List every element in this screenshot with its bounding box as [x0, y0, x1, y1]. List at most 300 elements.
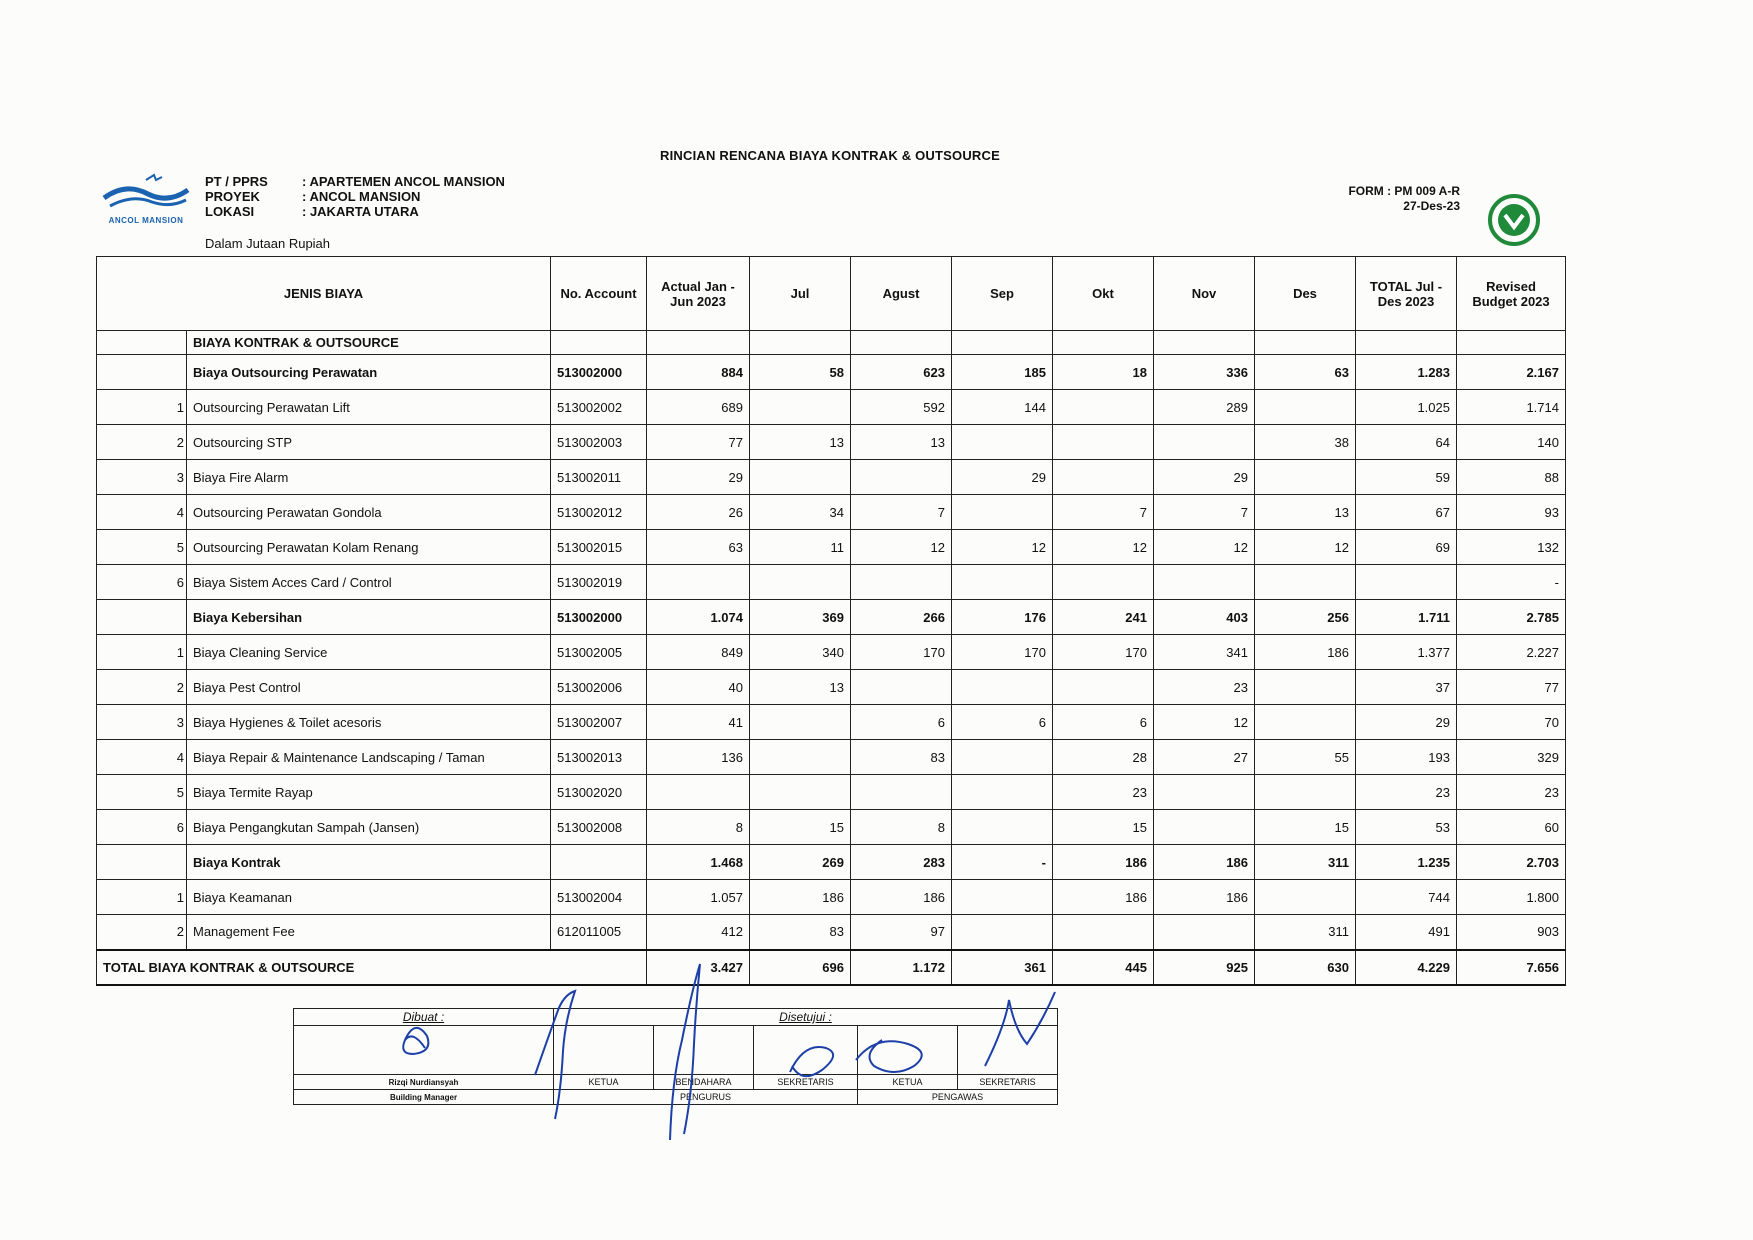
cost-table: [96, 256, 1566, 986]
value-okt: 12: [1053, 530, 1154, 565]
value-okt: [1053, 915, 1154, 950]
table-row: [97, 670, 1566, 705]
cost-name: Outsourcing Perawatan Lift: [187, 390, 551, 425]
row-number: 3: [97, 460, 187, 495]
total-agust: 1.172: [851, 950, 952, 985]
header-row: [205, 174, 505, 189]
value-agust: 170: [851, 635, 952, 670]
value-sep: [952, 915, 1053, 950]
value-nov: [1154, 810, 1255, 845]
value-des: [1255, 565, 1356, 600]
value-agust: [851, 460, 952, 495]
cell: [952, 331, 1053, 355]
header-okt: Okt: [1053, 257, 1154, 331]
value-nov: 23: [1154, 670, 1255, 705]
value-des: [1255, 390, 1356, 425]
value-nov: 341: [1154, 635, 1255, 670]
value-agust: [851, 670, 952, 705]
signer-role: KETUA: [554, 1075, 654, 1090]
table-row: [97, 495, 1566, 530]
cell: [647, 331, 750, 355]
unit-note: Dalam Jutaan Rupiah: [205, 236, 331, 251]
row-number: 2: [97, 425, 187, 460]
value-okt: [1053, 390, 1154, 425]
form-info: [1270, 184, 1460, 214]
value-sep: [952, 810, 1053, 845]
document-title: RINCIAN RENCANA BIAYA KONTRAK & OUTSOURCE: [660, 148, 1000, 163]
signature-space-row: [294, 1026, 1058, 1075]
value-okt: [1053, 460, 1154, 495]
value-jul: [750, 740, 851, 775]
header-label: LOKASI: [205, 204, 255, 219]
value-nov: 289: [1154, 390, 1255, 425]
value-jul: [750, 705, 851, 740]
value-jul: 34: [750, 495, 851, 530]
value-des: 311: [1255, 845, 1356, 880]
signature-box: [754, 1026, 858, 1075]
value-total: 1.377: [1356, 635, 1457, 670]
value-actual: 412: [647, 915, 750, 950]
value-des: 12: [1255, 530, 1356, 565]
table-header-row: [97, 257, 1566, 331]
value-actual: 63: [647, 530, 750, 565]
value-okt: [1053, 425, 1154, 460]
value-sep: 6: [952, 705, 1053, 740]
value-jul: [750, 460, 851, 495]
value-jul: 15: [750, 810, 851, 845]
row-number: 6: [97, 565, 187, 600]
value-des: 13: [1255, 495, 1356, 530]
table-row: [97, 460, 1566, 495]
value-sep: -: [952, 845, 1053, 880]
value-nov: 336: [1154, 355, 1255, 390]
total-actual: 3.427: [647, 950, 750, 985]
value-total: 1.025: [1356, 390, 1457, 425]
value-agust: [851, 775, 952, 810]
value-okt: 15: [1053, 810, 1154, 845]
value-jul: 340: [750, 635, 851, 670]
header-value: : JAKARTA UTARA: [302, 204, 419, 219]
value-okt: 28: [1053, 740, 1154, 775]
value-agust: 283: [851, 845, 952, 880]
value-sep: [952, 670, 1053, 705]
value-nov: [1154, 915, 1255, 950]
account-number: [551, 845, 647, 880]
signer-role: BENDAHARA: [654, 1075, 754, 1090]
signature-box: [294, 1026, 554, 1075]
value-nov: 186: [1154, 880, 1255, 915]
cost-name: Biaya Pengangkutan Sampah (Jansen): [187, 810, 551, 845]
cost-name: Biaya Outsourcing Perawatan: [187, 355, 551, 390]
value-total: 59: [1356, 460, 1457, 495]
value-total: 37: [1356, 670, 1457, 705]
account-number: 513002002: [551, 390, 647, 425]
header-row: [205, 204, 505, 219]
cell: [1457, 331, 1566, 355]
value-actual: 26: [647, 495, 750, 530]
value-agust: 13: [851, 425, 952, 460]
value-okt: [1053, 565, 1154, 600]
table-body: [97, 331, 1566, 950]
row-number: 4: [97, 495, 187, 530]
value-des: [1255, 460, 1356, 495]
value-revised: 2.227: [1457, 635, 1566, 670]
row-number: 2: [97, 670, 187, 705]
value-okt: 18: [1053, 355, 1154, 390]
table-row: [97, 880, 1566, 915]
value-total: 23: [1356, 775, 1457, 810]
value-jul: [750, 390, 851, 425]
signature-box: [958, 1026, 1058, 1075]
account-number: 513002015: [551, 530, 647, 565]
cost-name: Biaya Hygienes & Toilet acesoris: [187, 705, 551, 740]
value-total: 69: [1356, 530, 1457, 565]
header-total: TOTAL Jul - Des 2023: [1356, 257, 1457, 331]
header-row: [205, 189, 505, 204]
cost-name: Biaya Fire Alarm: [187, 460, 551, 495]
signature-group-row: [294, 1090, 1058, 1105]
cost-name: Biaya Pest Control: [187, 670, 551, 705]
cell: [1356, 331, 1457, 355]
row-number: 5: [97, 530, 187, 565]
cost-name: Biaya Termite Rayap: [187, 775, 551, 810]
value-actual: 41: [647, 705, 750, 740]
value-revised: 60: [1457, 810, 1566, 845]
table-row: [97, 530, 1566, 565]
cost-name: Biaya Kebersihan: [187, 600, 551, 635]
signature-box: [858, 1026, 958, 1075]
value-jul: 269: [750, 845, 851, 880]
account-number: 513002004: [551, 880, 647, 915]
wave-logo-icon: [96, 168, 196, 216]
value-okt: 186: [1053, 845, 1154, 880]
value-total: [1356, 565, 1457, 600]
signer-role: KETUA: [858, 1075, 958, 1090]
value-revised: 77: [1457, 670, 1566, 705]
header-actual: Actual Jan - Jun 2023: [647, 257, 750, 331]
value-agust: 12: [851, 530, 952, 565]
row-number: 2: [97, 915, 187, 950]
account-number: 513002020: [551, 775, 647, 810]
group-row: [97, 600, 1566, 635]
value-jul: 369: [750, 600, 851, 635]
value-revised: 1.714: [1457, 390, 1566, 425]
value-actual: [647, 775, 750, 810]
value-des: 186: [1255, 635, 1356, 670]
value-total: 1.235: [1356, 845, 1457, 880]
group-row: [97, 845, 1566, 880]
value-jul: 83: [750, 915, 851, 950]
account-number: 513002011: [551, 460, 647, 495]
value-agust: 8: [851, 810, 952, 845]
value-revised: 903: [1457, 915, 1566, 950]
cell: [1154, 331, 1255, 355]
value-agust: 97: [851, 915, 952, 950]
value-total: 1.711: [1356, 600, 1457, 635]
cost-name: Biaya Keamanan: [187, 880, 551, 915]
value-actual: 1.057: [647, 880, 750, 915]
value-nov: 27: [1154, 740, 1255, 775]
cell: [750, 331, 851, 355]
value-actual: 40: [647, 670, 750, 705]
signature-header-row: [294, 1009, 1058, 1026]
cell: [1255, 331, 1356, 355]
value-total: 744: [1356, 880, 1457, 915]
total-revised: 7.656: [1457, 950, 1566, 985]
value-des: 256: [1255, 600, 1356, 635]
header-revised: Revised Budget 2023: [1457, 257, 1566, 331]
account-number: 513002012: [551, 495, 647, 530]
account-number: 513002005: [551, 635, 647, 670]
row-number: 1: [97, 390, 187, 425]
group-pengurus: PENGURUS: [554, 1090, 858, 1105]
header-sep: Sep: [952, 257, 1053, 331]
value-sep: 144: [952, 390, 1053, 425]
value-sep: [952, 425, 1053, 460]
value-revised: 132: [1457, 530, 1566, 565]
value-actual: 77: [647, 425, 750, 460]
row-number: 5: [97, 775, 187, 810]
value-revised: 93: [1457, 495, 1566, 530]
header-jul: Jul: [750, 257, 851, 331]
value-actual: 1.468: [647, 845, 750, 880]
value-revised: 329: [1457, 740, 1566, 775]
row-number: 1: [97, 880, 187, 915]
value-des: [1255, 775, 1356, 810]
header-agust: Agust: [851, 257, 952, 331]
value-okt: [1053, 670, 1154, 705]
value-total: 193: [1356, 740, 1457, 775]
value-actual: 689: [647, 390, 750, 425]
total-row: [97, 950, 1566, 985]
account-number: 513002008: [551, 810, 647, 845]
cell: [551, 331, 647, 355]
table-row: [97, 635, 1566, 670]
signature-box: [654, 1026, 754, 1075]
value-jul: 13: [750, 425, 851, 460]
value-revised: 1.800: [1457, 880, 1566, 915]
cost-name: Biaya Repair & Maintenance Landscaping / Taman: [187, 740, 551, 775]
value-sep: 185: [952, 355, 1053, 390]
value-sep: [952, 880, 1053, 915]
value-okt: 241: [1053, 600, 1154, 635]
value-sep: [952, 740, 1053, 775]
cost-name: Management Fee: [187, 915, 551, 950]
cost-name: Outsourcing Perawatan Gondola: [187, 495, 551, 530]
ancol-mansion-logo: [96, 168, 196, 228]
table-row: [97, 390, 1566, 425]
section-row: [97, 331, 1566, 355]
cell: [851, 331, 952, 355]
total-total: 4.229: [1356, 950, 1457, 985]
value-total: 491: [1356, 915, 1457, 950]
value-nov: 403: [1154, 600, 1255, 635]
account-number: 513002003: [551, 425, 647, 460]
header-label: PT / PPRS: [205, 174, 268, 189]
row-number: 6: [97, 810, 187, 845]
value-actual: 1.074: [647, 600, 750, 635]
row-number: [97, 600, 187, 635]
cost-name: Outsourcing STP: [187, 425, 551, 460]
value-okt: 170: [1053, 635, 1154, 670]
value-des: 311: [1255, 915, 1356, 950]
value-total: 1.283: [1356, 355, 1457, 390]
value-total: 64: [1356, 425, 1457, 460]
value-okt: 7: [1053, 495, 1154, 530]
value-nov: [1154, 775, 1255, 810]
value-sep: [952, 775, 1053, 810]
signer-role: SEKRETARIS: [754, 1075, 858, 1090]
value-jul: 58: [750, 355, 851, 390]
green-seal-logo: [1484, 193, 1544, 247]
value-agust: 83: [851, 740, 952, 775]
header-jenis-biaya: JENIS BIAYA: [97, 257, 551, 331]
value-nov: 7: [1154, 495, 1255, 530]
signature-box: [554, 1026, 654, 1075]
value-jul: 13: [750, 670, 851, 705]
value-actual: 136: [647, 740, 750, 775]
total-sep: 361: [952, 950, 1053, 985]
value-agust: 186: [851, 880, 952, 915]
value-des: 15: [1255, 810, 1356, 845]
value-total: 53: [1356, 810, 1457, 845]
value-sep: [952, 495, 1053, 530]
group-pengawas: PENGAWAS: [858, 1090, 1058, 1105]
logo-text: ANCOL MANSION: [108, 216, 184, 225]
header-info: [205, 174, 505, 219]
value-revised: 70: [1457, 705, 1566, 740]
value-agust: [851, 565, 952, 600]
signature-table: [293, 1008, 1058, 1105]
row-number: 4: [97, 740, 187, 775]
value-agust: 6: [851, 705, 952, 740]
account-number: 513002000: [551, 355, 647, 390]
cell: [1053, 331, 1154, 355]
total-okt: 445: [1053, 950, 1154, 985]
cost-name: Biaya Cleaning Service: [187, 635, 551, 670]
total-des: 630: [1255, 950, 1356, 985]
total-label: TOTAL BIAYA KONTRAK & OUTSOURCE: [97, 950, 647, 985]
value-nov: 12: [1154, 530, 1255, 565]
value-agust: 7: [851, 495, 952, 530]
signer-title: Building Manager: [294, 1090, 554, 1105]
value-sep: 170: [952, 635, 1053, 670]
value-total: 29: [1356, 705, 1457, 740]
signer-role: SEKRETARIS: [958, 1075, 1058, 1090]
value-actual: [647, 565, 750, 600]
approved-label: Disetujui :: [554, 1009, 1058, 1026]
value-okt: 186: [1053, 880, 1154, 915]
value-des: 63: [1255, 355, 1356, 390]
table-row: [97, 915, 1566, 950]
header-value: : ANCOL MANSION: [302, 189, 421, 204]
value-nov: 186: [1154, 845, 1255, 880]
value-des: [1255, 670, 1356, 705]
value-okt: 23: [1053, 775, 1154, 810]
value-agust: 592: [851, 390, 952, 425]
account-number: 612011005: [551, 915, 647, 950]
value-agust: 266: [851, 600, 952, 635]
header-nov: Nov: [1154, 257, 1255, 331]
table-row: [97, 775, 1566, 810]
value-revised: 2.785: [1457, 600, 1566, 635]
value-des: [1255, 705, 1356, 740]
value-jul: 11: [750, 530, 851, 565]
table-row: [97, 705, 1566, 740]
value-sep: [952, 565, 1053, 600]
table-row: [97, 425, 1566, 460]
account-number: 513002007: [551, 705, 647, 740]
value-des: [1255, 880, 1356, 915]
header-label: PROYEK: [205, 189, 260, 204]
value-sep: 176: [952, 600, 1053, 635]
value-nov: [1154, 425, 1255, 460]
cost-name: Outsourcing Perawatan Kolam Renang: [187, 530, 551, 565]
value-revised: 2.703: [1457, 845, 1566, 880]
value-sep: 12: [952, 530, 1053, 565]
value-actual: 884: [647, 355, 750, 390]
value-actual: 849: [647, 635, 750, 670]
value-des: 55: [1255, 740, 1356, 775]
value-revised: -: [1457, 565, 1566, 600]
signature-role-row: [294, 1075, 1058, 1090]
green-seal-icon: [1484, 193, 1544, 247]
header-account: No. Account: [551, 257, 647, 331]
table-row: [97, 810, 1566, 845]
header-value: : APARTEMEN ANCOL MANSION: [302, 174, 505, 189]
account-number: 513002000: [551, 600, 647, 635]
made-by-label: Dibuat :: [294, 1009, 554, 1026]
value-actual: 29: [647, 460, 750, 495]
value-agust: 623: [851, 355, 952, 390]
group-row: [97, 355, 1566, 390]
form-date: 27-Des-23: [1403, 199, 1460, 213]
row-number: 1: [97, 635, 187, 670]
value-des: 38: [1255, 425, 1356, 460]
value-jul: [750, 565, 851, 600]
value-jul: 186: [750, 880, 851, 915]
account-number: 513002006: [551, 670, 647, 705]
value-okt: 6: [1053, 705, 1154, 740]
value-revised: 88: [1457, 460, 1566, 495]
row-number: [97, 845, 187, 880]
section-no: [97, 331, 187, 355]
table-row: [97, 740, 1566, 775]
value-nov: 12: [1154, 705, 1255, 740]
row-number: 3: [97, 705, 187, 740]
form-code: FORM : PM 009 A-R: [1348, 184, 1460, 198]
total-jul: 696: [750, 950, 851, 985]
value-total: 67: [1356, 495, 1457, 530]
value-jul: [750, 775, 851, 810]
value-nov: [1154, 565, 1255, 600]
section-title: BIAYA KONTRAK & OUTSOURCE: [187, 331, 551, 355]
value-nov: 29: [1154, 460, 1255, 495]
account-number: 513002013: [551, 740, 647, 775]
value-revised: 23: [1457, 775, 1566, 810]
row-number: [97, 355, 187, 390]
total-nov: 925: [1154, 950, 1255, 985]
account-number: 513002019: [551, 565, 647, 600]
signer-name: Rizqi Nurdiansyah: [294, 1075, 554, 1090]
value-revised: 2.167: [1457, 355, 1566, 390]
cost-name: Biaya Sistem Acces Card / Control: [187, 565, 551, 600]
value-actual: 8: [647, 810, 750, 845]
header-des: Des: [1255, 257, 1356, 331]
table-row: [97, 565, 1566, 600]
value-revised: 140: [1457, 425, 1566, 460]
value-sep: 29: [952, 460, 1053, 495]
